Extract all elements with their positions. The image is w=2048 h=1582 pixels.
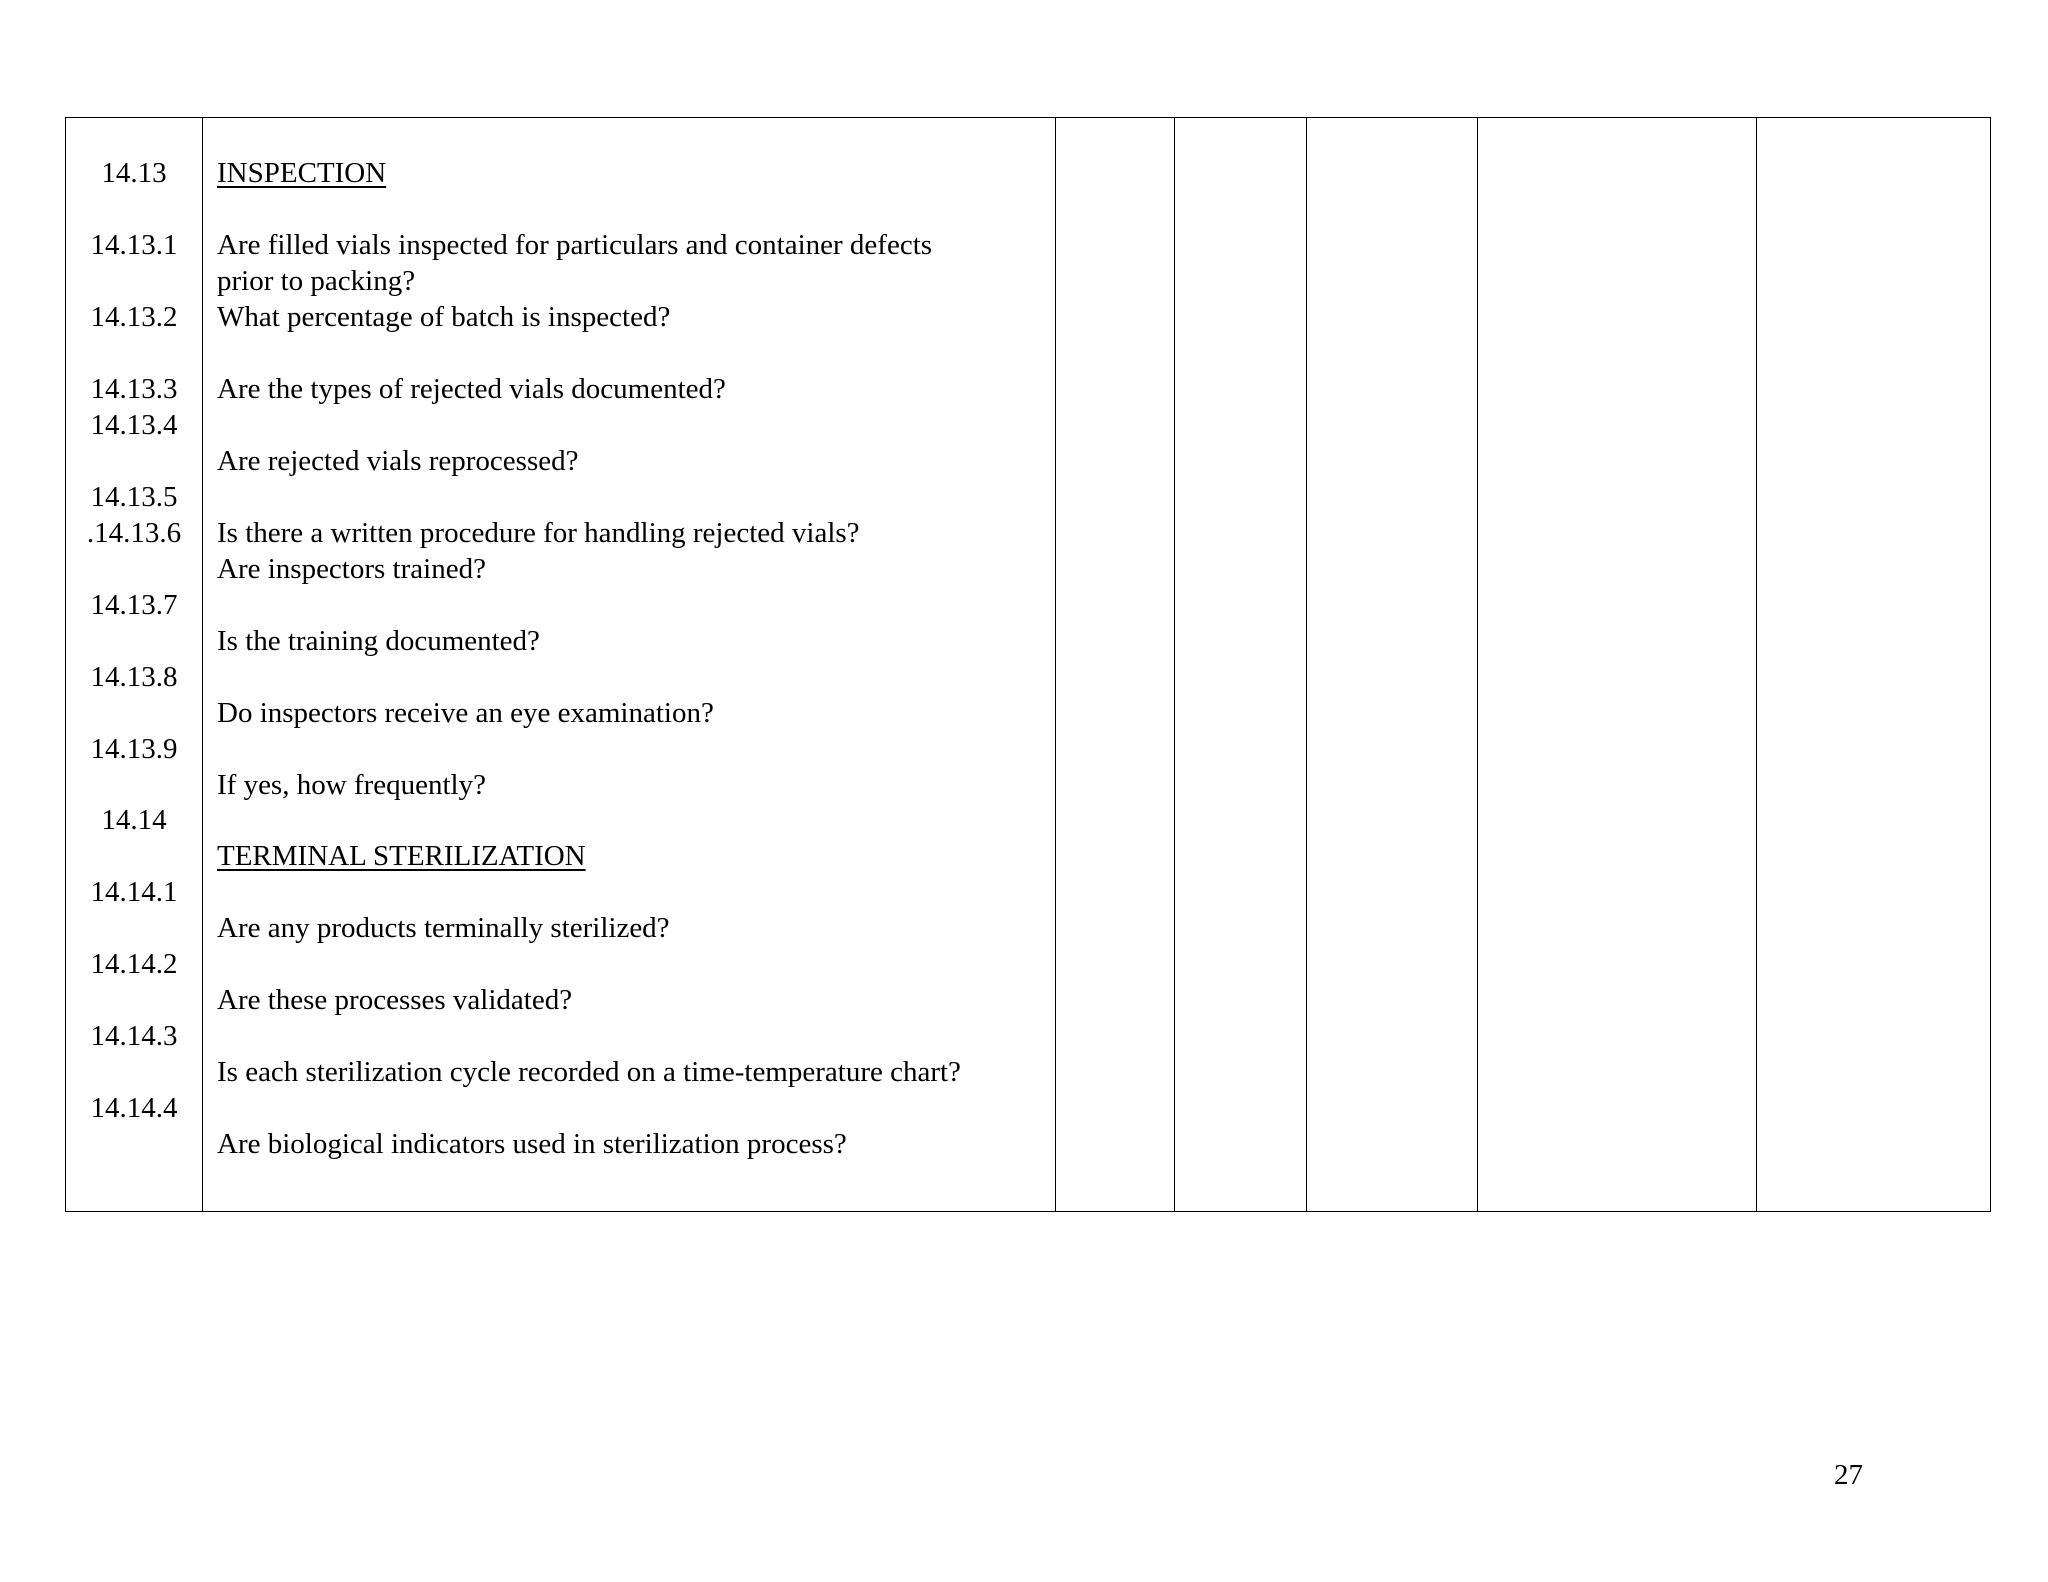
item-number: 14.14 (101, 804, 167, 836)
answer-cell-comments[interactable] (1757, 118, 1991, 1212)
item-number: 14.13.2 (90, 301, 178, 333)
question-text: What percentage of batch is inspected? (217, 301, 671, 333)
question-text: Are filled vials inspected for particulars and container defects (217, 229, 933, 261)
question-text: Are any products terminally sterilized? (217, 912, 670, 944)
question-text: Do inspectors receive an eye examination? (217, 697, 714, 729)
answer-cell-yes[interactable] (1056, 118, 1175, 1212)
item-number: 14.13.5 (90, 481, 178, 513)
question-text: prior to packing? (217, 265, 416, 297)
question-text: Are inspectors trained? (217, 553, 486, 585)
item-number: 14.13.4 (90, 409, 178, 441)
item-number-column (66, 118, 203, 1212)
item-number: 14.13.8 (90, 661, 178, 693)
page-number: 27 (1834, 1459, 1863, 1491)
item-number: 14.14.1 (90, 876, 178, 908)
item-number: 14.14.2 (90, 948, 178, 980)
question-text: Is the training documented? (217, 625, 540, 657)
question-text: Are the types of rejected vials documented? (217, 373, 726, 405)
question-column (203, 118, 1056, 1212)
answer-cell-na[interactable] (1307, 118, 1478, 1212)
question-text: Is there a written procedure for handling rejected vials? (217, 517, 860, 549)
question-text: Are rejected vials reprocessed? (217, 445, 579, 477)
question-text: Are biological indicators used in sterilization process? (217, 1128, 847, 1160)
checklist-table (65, 117, 1991, 1212)
answer-cell-no[interactable] (1175, 118, 1307, 1212)
item-number: .14.13.6 (86, 517, 182, 549)
question-text: Are these processes validated? (217, 984, 573, 1016)
answer-cell-reference[interactable] (1478, 118, 1757, 1212)
item-number: 14.13.1 (90, 229, 178, 261)
item-number: 14.13 (101, 157, 167, 189)
question-text: If yes, how frequently? (217, 769, 486, 801)
section-heading: INSPECTION (217, 157, 387, 189)
item-number: 14.13.9 (90, 733, 178, 765)
item-number: 14.13.7 (90, 589, 178, 621)
item-number: 14.14.3 (90, 1020, 178, 1052)
item-number: 14.14.4 (90, 1092, 178, 1124)
table-row (66, 118, 1991, 1212)
section-heading: TERMINAL STERILIZATION (217, 840, 586, 872)
question-text: Is each sterilization cycle recorded on a time-temperature chart? (217, 1056, 961, 1088)
item-number: 14.13.3 (90, 373, 178, 405)
